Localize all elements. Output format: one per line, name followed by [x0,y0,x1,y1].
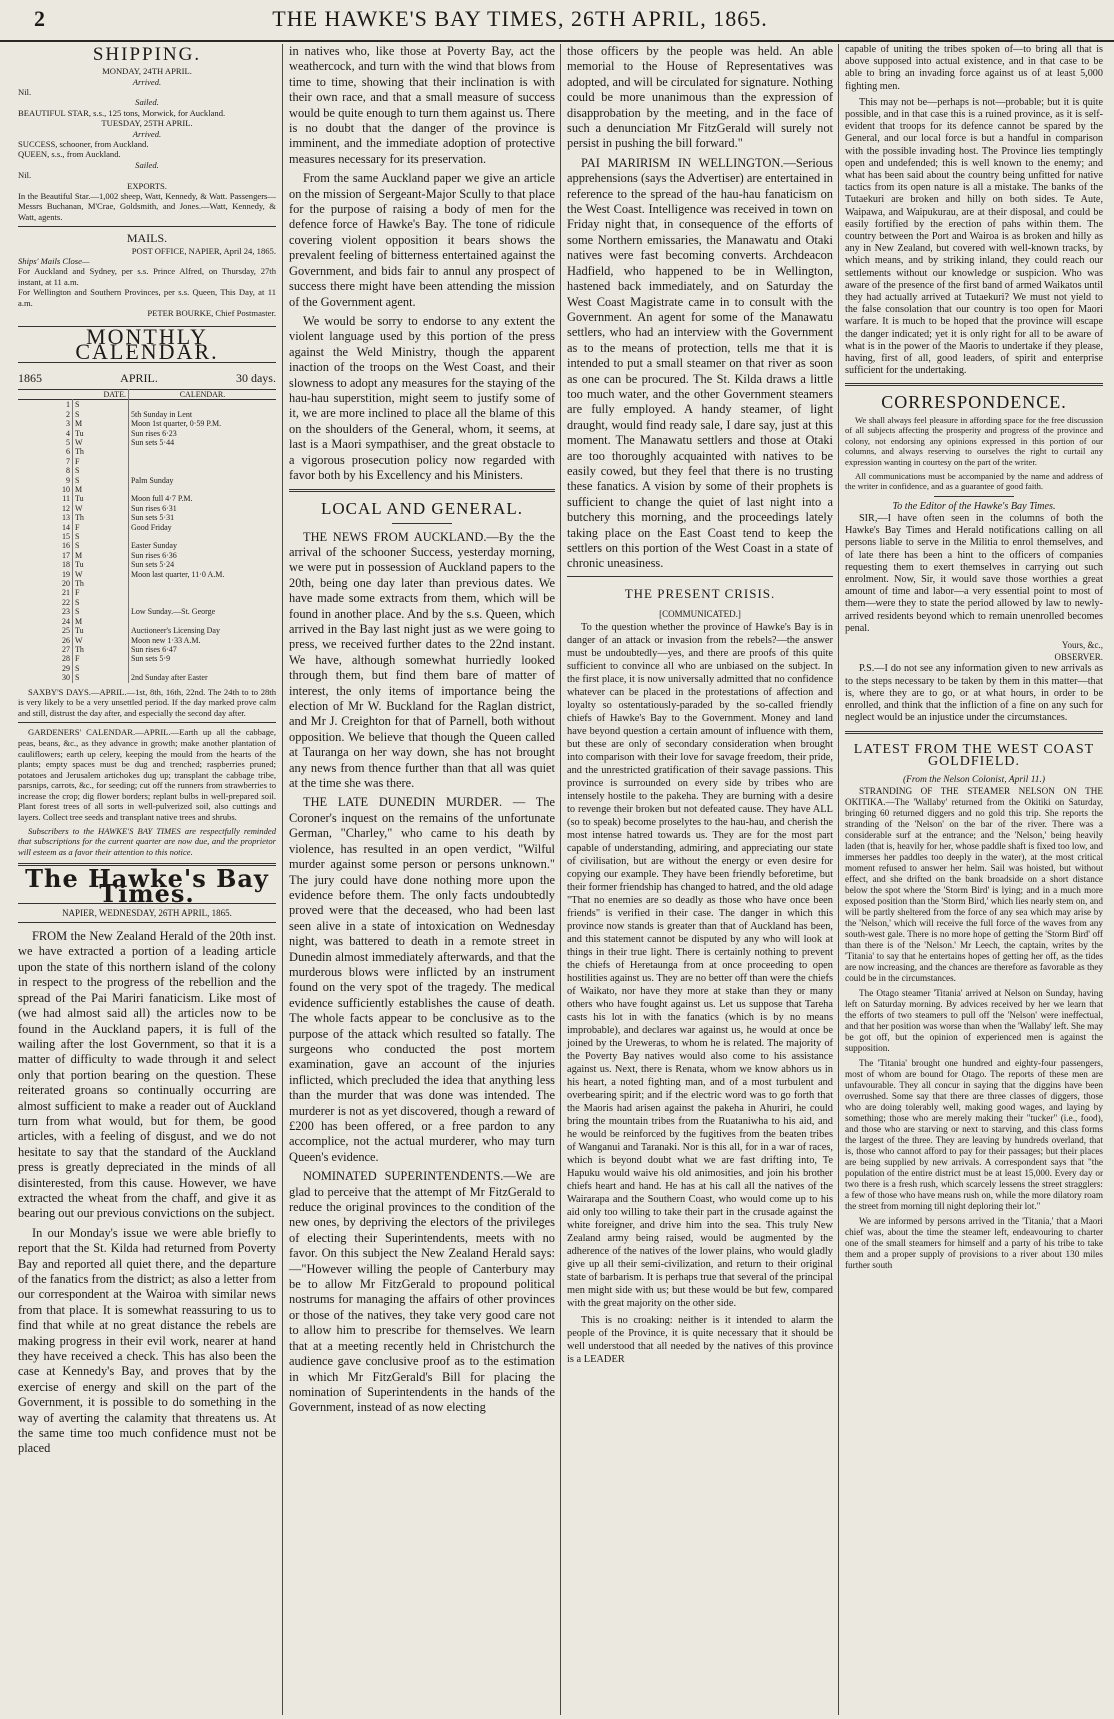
calendar-weekday: Th [73,513,129,522]
col2-p4: THE NEWS FROM AUCKLAND.—By the the arrival of the schooner Success, yesterday morning, we were put in possession of Auckland papers to the 20th, being one day later than previous dates. We have made some extracts from them, which will be found in another place. And by the s.s. Queen, which arrived in the Bay last night just as we were going to press, we received further dates to the 22nd instant. We have, although somewhat hurriedly looked through them, but find them bare of matter of interest, the only items of importance being the election of Mr W. Buckland for the Raglan district, and Mr J. Creighton for that of Parnell, both without opposition. We believe that though the Queen called at Tauranga on her way down, she has not brought any news from thence further than that all was quiet at the time she was there. [289,529,555,791]
calendar-weekday: M [73,551,129,560]
calendar-weekday: S [73,673,129,682]
calendar-event: Easter Sunday [128,541,276,550]
calendar-day: 25 [62,626,70,636]
subscribers-notice: Subscribers to the HAWKE'S BAY TIMES are respectfully reminded that subscriptions for the current quarter are now due, and the proprietor will esteem as a favor their attention to this notice. [18,825,276,857]
calendar-day: 12 [62,503,70,513]
calendar-event: 2nd Sunday after Easter [128,673,276,682]
calendar-weekday: S [73,664,129,673]
from-nelson: (From the Nelson Colonist, April 11.) [902,774,1046,785]
calendar-day: 28 [62,654,70,664]
col2-p1: in natives who, like those at Poverty Bay, act the weathercock, and turn with the wind that blows from time to time, showing that their inclination is with their own race, and that a small measure of success would be quite enough to turn them against us. There is no doubt that the danger of the province is imminent, and the immediate adoption of protective measures necessary for its preservation. [289,44,555,166]
calendar-row [18,504,276,513]
calendar-event: Moon 1st quarter, 0·59 P.M. [128,419,276,428]
calendar-weekday: M [73,617,129,626]
col2-p6: NOMINATED SUPERINTENDENTS.—We are glad to perceive that the attempt of Mr FitzGerald to reduce the original provinces to the condition of the new ones, by depriving the electors of the privileges of electing their Superintendents, meets with no favor. On this subject the New Zealand Herald says:—"However willing the people of Canterbury may be to allow Mr FitzGerald to propound political nostrums for managing the affairs of other provinces or those of the natives, they take very good care not to allow him to prescribe for themselves. We learn that at a meeting recently held in Christchurch the audience gave conclusive proof as to the estimation in which Mr FitzGerald's Bill for placing the nomination of Superintendents in the hands of the Government, instead of as now electing [289,1169,555,1415]
saxby-text: SAXBY'S DAYS.—APRIL.—1st, 8th, 16th, 22nd. The 24th to to 28th is very likely to be a very unsettled period. If the day marked prove calm and still, distrust the day after, and especially the second day after. [18,686,276,718]
local-general-header: LOCAL AND GENERAL. [321,499,523,519]
calendar-row [18,410,276,419]
calendar-row [18,523,276,532]
calendar-event: Auctioneer's Licensing Day [128,626,276,635]
calendar-day: 15 [62,532,70,542]
calendar-day: 23 [62,607,70,617]
calendar-row [18,570,276,579]
calendar-event [128,447,276,456]
calendar-weekday: S [73,400,129,410]
calendar-event [128,664,276,673]
calendar-event [128,532,276,541]
calendar-event [128,617,276,626]
calendar-weekday: F [73,654,129,663]
calendar-day: 19 [62,569,70,579]
shipping-date-2: TUESDAY, 25TH APRIL. [101,118,193,129]
mails-office: POST OFFICE, NAPIER, April 24, 1865. [131,245,276,256]
calendar-weekday: M [73,485,129,494]
calendar-day: 5 [66,437,70,447]
calendar-event: Sun sets 5·24 [128,560,276,569]
calendar-weekday: S [73,476,129,485]
calendar-weekday: Th [73,579,129,588]
calendar-row [18,645,276,654]
calendar-weekday: F [73,457,129,466]
calendar-day: 17 [62,550,70,560]
correspondence-notice: We shall always feel pleasure in affording space for the free discussion of all subjects affecting the prosperity and progress of the province and colony, not endorsing any opinions expressed in this portion of our columns, and always reserving to ourselves the right to curtail any expression wanting in courtesy on the part of the writer. [845,414,1103,468]
col3-p1: those officers by the people was held. An able memorial to the House of Representatives was adopted, and will be circulated for signature. Nothing could be more unanimous than the expression of disapprobation by the meeting, and in the face of such a denunciation Mr FitzGerald will surely not persist in pushing the bill forward." [567,44,833,151]
calendar-day: 4 [66,428,70,438]
calendar-month: APRIL. [120,370,158,385]
shipping-nil-1: Nil. [18,87,32,98]
calendar-event: Sun rises 6·31 [128,504,276,513]
mails-ships: Ships' Mails Close— [18,255,90,266]
calendar-day: 16 [62,541,70,551]
calendar-event [128,588,276,597]
calendar-weekday: Tu [73,494,129,503]
calendar-weekday: F [73,523,129,532]
calendar-row [18,673,276,682]
calendar-weekday: S [73,410,129,419]
calendar-weekday: W [73,504,129,513]
calendar-day: 3 [66,419,70,429]
calendar-event: Moon last quarter, 11·0 A.M. [128,570,276,579]
calendar-row [18,532,276,541]
calendar-subheader [18,371,276,385]
calendar-day: 22 [62,597,70,607]
masthead-title: THE HAWKE'S BAY TIMES, 26TH APRIL, 1865. [272,6,768,31]
calendar-weekday: Th [73,645,129,654]
calendar-weekday: S [73,598,129,607]
calendar-event: Sun rises 6·23 [128,429,276,438]
calendar-row [18,636,276,645]
calendar-weekday: M [73,419,129,428]
calendar-weekday: Tu [73,626,129,635]
shipping-sailed-2: Sailed. [135,159,159,170]
calendar-day: 6 [66,447,70,457]
calendar-weekday: Tu [73,560,129,569]
calendar-day: 13 [62,513,70,523]
calendar-row [18,513,276,522]
crisis-header: THE PRESENT CRISIS. [624,585,776,601]
calendar-row [18,447,276,456]
calendar-row [18,400,276,410]
calendar-row [18,617,276,626]
calendar-event: Sun sets 5·44 [128,438,276,447]
calendar-row [18,664,276,673]
calendar-event: Sun rises 6·36 [128,551,276,560]
calendar-row [18,579,276,588]
calendar-event: Sun sets 5·9 [128,654,276,663]
calendar-days: 30 days. [235,370,276,385]
calendar-event: Sun rises 6·47 [128,645,276,654]
shipping-arrived-1: Arrived. [132,76,162,87]
col3-p2: PAI MARIRISM IN WELLINGTON.—Serious apprehensions (says the Advertiser) are entertained in reference to the spread of the hau-hau fanaticism on the West Coast. Intelligence was received in town on Friday night that, in consequence of the efforts of some Northern emissaries, the Manawatu and Otaki natives were fast becoming converts. Archdeacon Hadfield, who happened to be in Wellington, hastened back immediately, and on Saturday the West Coast Magistrate came in to consult with the Government. An agent for some of the Manawatu settlers, who had an interview with the Government as to the means of protection, tells me that it is intended to put a small steamer on that river as soon as one can be procured. The St. Kilda draws a little too much water, and the other Government steamers are fully employed. A handy steamer, of light draught, would find ready sale, I dare say, just at this moment. The Manawatu settlers and those at Otaki are too thoroughly acquainted with natives to be easily cowed, but they feel that there is no trusting these fanatics. A vision by some of their prophets is sufficient to change the quiet of last night into a butchery this morning, and the proceedings lately taking place on the East Coast tend to keep the settlers on this portion of the West Coast in a state of chronic uneasiness. [567,155,833,571]
col2-p5: THE LATE DUNEDIN MURDER. — The Coroner's inquest on the remains of the unfortunate German, "Charley," who came to his death by violence, has resulted in an open verdict, "Wilful murder against some person or persons unknown." The jury could have done nothing more upon the evidence before them. The only facts undoubtedly proved were that the deceased, who had been last seen alive in a state of intoxication on Wednesday night, was battered to death in a remote street in Dunedin almost immediately afterwards, and that the murderous blows were inflicted by an instrument found on the very spot of the tragedy. The medical evidence sufficiently establishes the cause of death. The whole facts appear to be conclusive as to the purpose of the attack which resulted so fatally. The surgeons who conducted the post mortem examination, gave an account of the injuries inflicted, which precluded the idea that anything less than the murder that was done was intended. The murderer is not as yet discovered, though a reward of £200 has been offered, or a free pardon to any accomplice, not the actual murderer, who may turn Queen's evidence. [289,795,555,1164]
mails-text-2: For Wellington and Southern Provinces, per s.s. Queen, This Day, at 11 a.m. [18,287,276,308]
col3-p3: To the question whether the province of Hawke's Bay is in danger of an attack or invasion from the rebels?—the answer must be undoubtedly—yes, and there are proofs of this quite sufficient to convince all who are unbiased on the subject. In the first place, it is now universally admitted that no confidence whatever can be placed in the protestations of affection and loyalty so ostentatiously-paraded by the so-called friendly chiefs of Hawke's Bay to the Government. Money and land have beyond question a certain amount of influence with them, but these are only of secondary consideration when brought into comparison with their love for savage freedom, their pride, and the unrestricted gratification of their savage passions. This province is surrounded on every side by tribes who are intensely hostile to the pakeha. They are burning with a desire to revenge their broken but not defeated cause. They have ALL (so to speak) become proselytes to the hau-hau, and cherish the most intense hatred towards us. They are for the most part capable of understanding, admiring, and appreciating our state of civilisation, but are without the energy or even desire for copying our example. They have been friendly beforetime, but their former friendship has changed to hatred, and the old adage "That no enemies are so deadly as those who have once been friends" is verified in their case. The danger in which this province now stands is greater than that of Auckland has been, and this statement cannot be disputed by any who will look at things in their true light. There is certainly nothing to prevent the chiefs of Heretaunga from at once proceeding to open hostilities against us. They are no better off than were the chiefs of Waikato, nor have they more at stake than they or many others who have fought against us. Let us suppose that Tareha casts his lot in with the fanatics (which is by no means improbable), and declares war against us, he would at once be joined by the Ureweras, to whom he is related. The majority of the Poverty Bay natives would also come to his assistance against us. Next, there is Renata, whom we know abhors us in his heart, a noted fighting man, and of a most turbulent and overbearing spirit; and if the electric word was to go forth that the Maoris had arisen against the pakeha in Ahuriri, he could bring the mountain tribes from the Ruataniwha to his aid, and he would be reinforced by the fugitives from the beaten tribes of Wanganui and Taranaki. Nor is this all, for in a war of races, which is beyond doubt what we are fast drifting into, Te Hapuku would waive his old animosities, and join his brother chiefs heart and hand. He has at his call all the natives of the Wairarapa and the Southern Coast, who would come up to his aid only too willing to take their part in the crusade against the white foreigner, and drive him into the sea. This truly New Zealand army being raised, would be augmented by the adherence of the natives of the lower plains, who would gladly give up all their semi-civilization, and return to their original state of barbarism. It is perhaps true that several of the principal men might side with us; but these would be but few, compared with the great majority on the other side. [567,622,833,1310]
calendar-event [128,400,276,410]
calendar-day: 11 [62,494,70,504]
calendar-event [128,466,276,475]
calendar-row [18,607,276,616]
correspondence-notice-2: All communications must be accompanied by the name and address of the writer in confidence, and as a guarantee of good faith. [845,470,1103,492]
correspondence-header: CORRESPONDENCE. [881,392,1067,413]
calendar-weekday: Th [73,447,129,456]
calendar-day: 30 [62,673,70,683]
editorial-p1: FROM the New Zealand Herald of the 20th inst. we have extracted a portion of a leading article upon the state of this northern island of the colony in respect to the progress of the rebellion and the spread of the Pai Mariri fanaticism. Like most of (we had almost said all) the articles now to be found in the Auckland papers, it is full of the wailing after the lost Government, so that it is a matter of difficulty to wade through it and select only that portion bearing on the question. These reiterated groans so continually occurring are almost sufficient to make a reader out of Auckland turn from what would, but for them, be good articles, with a feeling of disgust, and we do not hesitate to say that the standard of the Auckland press is greatly depreciated in the minds of all disinterested, from this cause. However, we have extracted the wheat from the chaff, and give it as bearing out our previous convictions on the subject. [18,929,276,1221]
gardeners-text: GARDENERS' CALENDAR.—APRIL.—Earth up all the cabbage, peas, beans, &c., as they advance in growth; make another plantation of cauliflowers; earth up celery, keeping the mould from the hearts of the plants; empty spaces must be dug and trenched; raspberries pruned; potatoes and Jerusalem artichokes dug up; transplant the cabbage tribe, parsnips, carrots, &c., for seeding; cut off the runners from strawberries to increase the crop; dig flower borders; replant bulbs in well-prepared soil. Plant forest trees of all sorts in well-pulverized soil, also cuttings and layers. Collect tree seeds and transplant native trees and shrubs. [18,727,276,823]
calendar-row [18,485,276,494]
masthead [0,0,1114,42]
calendar-row [18,494,276,503]
calendar-row [18,466,276,475]
calendar-day: 18 [62,560,70,570]
column-3 [560,44,839,1715]
page-number: 2 [34,6,45,31]
informed-text: We are informed by persons arrived in the 'Titania,' that a Maori chief was, about the time the steamer left, endeavouring to charter one of the small steamers for himself and a party of his tribe to take them and a proper supply of provisions to a river about 130 miles further south [845,1216,1103,1271]
calendar-row [18,438,276,447]
shipping-success: SUCCESS, schooner, from Auckland. [18,139,149,150]
calendar-day: 26 [62,635,70,645]
shipping-beautiful-star: BEAUTIFUL STAR, s.s., 125 tons, Morwick, for Auckland. [18,107,226,118]
calendar-day: 20 [62,579,70,589]
column-4 [838,44,1109,1715]
calendar-table [18,389,276,683]
calendar-event: Good Friday [128,523,276,532]
shipping-header: SHIPPING. [92,44,202,65]
calendar-weekday: F [73,588,129,597]
col4-p2: This may not be—perhaps is not—probable; but it is quite possible, and in that case this is a ruined province, as it is self-evident that troops for its defence cannot be spared by the General, and our local force is but a handful in comparison with the possible invading host. The Province lies temptingly open and undefended; this is well known to the enemy; and what has been said about the country being unfitted for native tactics from its open nature is all a mistake. The banks of the Tutaekuri are broken and hilly on both sides. Te Aute, Waipawa, and Waipukurau, are at their disposal, and could be easily fortified by the erection of pahs within them. The country between the Port and Wairoa is as broken and hilly as any in New Zealand, but covered with well-known tracks, by which means, and by striking inland, they could reach our settlements without our knowledge or suspicion. Who was aware of the presence of the first band of armed Waikatos until they had actually arrived at Tutaekuri? We must not yield to the false consolation that our country is too open for Maori warfare. It is much to be hoped that the province will escape the danger indicated; yet it is only right for all to be aware of what is in the power of the Maoris to undertake if they please, having, first of all, good leaders, of spirit and enterprise sufficient for the undertaking. [845,96,1103,377]
stranding-text: STRANDING OF THE STEAMER NELSON ON THE OKITIKA.—The 'Wallaby' returned from the Okitiki on Saturday, bringing 60 returned diggers and no gold this trip. She reports the stranding of the 'Nelson' on the bar of the river. There was a considerable surf at the entrance; and the 'Nelson,' being heavily laden (that is, heavily for her, whose paddle shaft is fixed too low, and immerses her paddles too deeply in the water), at the most critical moment refused to answer her helm. Sail was hoisted, but without effect, and she drifted on the bank broadside on a short distance below the spot where the 'Storm Bird' is lying; and in a much more exposed position than the 'Storm Bird,' which lies nearly stem on, and will be partly sheltered from the force of any sea which may arise by the 'Nelson,' which will receive the full force of the waves from any south-west gale. There is no more hope of getting the 'Storm Bird' off than there is of the 'Nelson.' Mr Leech, the captain, writes by the 'Titania' to say that he entertains hopes of getting her off, as the tides are now increasing, and the chances are therefore as favorable as they could be in the circumstances. [845,786,1103,984]
calendar-day: 1 [66,400,70,410]
calendar-weekday: W [73,438,129,447]
calendar-event: 5th Sunday in Lent [128,410,276,419]
calendar-year: 1865 [18,370,42,385]
calendar-day: 14 [62,522,70,532]
communicated: [COMMUNICATED.] [659,609,741,620]
latest-header: LATEST FROM THE WEST COAST GOLDFIELD. [853,741,1095,769]
calendar-row [18,588,276,597]
nameplate-dateline: NAPIER, WEDNESDAY, 26TH APRIL, 1865. [18,903,276,923]
calendar-day: 2 [66,409,70,419]
calendar-event: Sun sets 5·31 [128,513,276,522]
calendar-weekday: S [73,466,129,475]
otago-text: The Otago steamer 'Titania' arrived at Nelson on Sunday, having left on Saturday morning. By advices received by her we learn that the efforts of two steamers to pull off the 'Nelson' were ineffectual, and that her position was worse than when the 'Wallaby' left. She may be got off, but the opinion of experienced men is against the supposition. [845,988,1103,1054]
calendar-header: MONTHLY CALENDAR. [18,326,276,362]
mails-sign: PETER BOURKE, Chief Postmaster. [147,307,276,318]
calendar-day: 21 [62,588,70,598]
col3-p4: This is no croaking: neither is it intended to alarm the people of the Province, it is quite necessary that it should be well understood that all needed by the natives of this province is a LEADER [567,1315,833,1366]
col2-p3: We would be sorry to endorse to any extent the violent language used by this portion of the press against the Weld Ministry, though the apparent inaction of the troops on the West Coast, and their slowness to adopt any measures for the staying of the hau-hau superstition, might seem to justify some of it, we are more inclined to place all the blame of this on the shoulders of the General, whom, it seems, at last is a Maori sympathiser, and the great obstacle to a vigorous prosecution policy now regarded with favor both by his Excellency and his Ministers. [289,313,555,482]
calendar-weekday: Tu [73,429,129,438]
calendar-day: 7 [66,456,70,466]
calendar-row [18,429,276,438]
editorial-p2: In our Monday's issue we were able briefly to report that the St. Kilda had returned from Poverty Bay and reported all quiet there, and the departure of the fanatics from the district; as also a letter from our correspondent at the Wairoa with similar news from that place. It is somewhat reassuring to us to find that while at no great distance the rebels are making progress in their evil work, nearer at hand they have received a check. This has also been the case at Kennedy's Bay, and proves that by the exercise of energy and skill on the part of the Government, it is possible to do something in the way of averting the calamity that threatens us. At the same time too much confidence must not be placed [18,1225,276,1456]
calendar-day: 29 [62,663,70,673]
titania-text: The 'Titania' brought one hundred and eighty-four passengers, most of whom are bound for Otago. The reports of these men are unfavourable. They all concur in saying that the diggins have been overrushed. Some say that there are three classes of diggers, those who are doing tolerably well, making good wages, and laying by something; those who are merely making their "tucker" (i.e., food), and those who are starving or next to starving, and this class forms the largest of the three. They are leaving by hundreds overland, that is, those who cannot afford to pay for their passages; but their places are being supplied by new arrivals. A correspondent says that "the population of the entire district must be at least 15,000. Every day or two there is a fresh rush, which scarcely lessens the street stragglers: a few of those who have means rush on, while the more dilatory roam the street from morning till night deploring their lot." [845,1058,1103,1212]
calendar-event: Moon full 4·7 P.M. [128,494,276,503]
column-1 [18,44,282,1715]
mails-text-1: For Auckland and Sydney, per s.s. Prince Alfred, on Thursday, 27th instant, at 11 a.m. [18,266,276,287]
calendar-weekday: S [73,541,129,550]
calendar-day: 24 [62,616,70,626]
columns [18,44,1102,1715]
calendar-row [18,560,276,569]
calendar-event: Moon new 1·33 A.M. [128,636,276,645]
calendar-event [128,579,276,588]
calendar-row [18,476,276,485]
nameplate-title: The Hawke's Bay Times. [25,864,269,908]
shipping-date-1: MONDAY, 24TH APRIL. [102,66,192,77]
calendar-weekday: W [73,570,129,579]
calendar-event [128,457,276,466]
shipping-queen: QUEEN, s.s., from Auckland. [18,149,121,160]
letter-ps: P.S.—I do not see any information given to new arrivals as to the steps necessary to be taken by them in this matter—that is, where they are to go, or at what hours, in order to be enrolled, and think that the infliction of a fine on any such for neglect would be an injustice under the circumstances. [845,663,1103,724]
calendar-row [18,551,276,560]
letter-observer: OBSERVER. [1054,652,1103,663]
calendar-day: 10 [62,485,70,495]
calendar-row [18,654,276,663]
calendar-col-date: DATE. [103,389,126,399]
calendar-row [18,419,276,428]
calendar-weekday: S [73,532,129,541]
calendar-day: 9 [66,475,70,485]
column-2 [282,44,561,1715]
calendar-event: Low Sunday.—St. George [128,607,276,616]
calendar-weekday: S [73,607,129,616]
calendar-weekday: W [73,636,129,645]
calendar-col-calendar: CALENDAR. [128,389,276,399]
mails-header: MAILS. [126,231,168,246]
shipping-arrived-2: Arrived. [132,128,162,139]
letter-text: SIR,—I have often seen in the columns of both the Hawke's Bay Times and Herald notifications calling on all persons liable to serve in the Militia to enrol themselves, and of late there has been a hint to the officers of companies requesting them to exert themselves in carrying out such enrolment. Now, Sir, it would save those worthies a great amount of time and labor—a very essential point to most of them—were they to state the period allowed by law to newly-arrived residents beyond which to remain unenrolled becomes penal. [845,513,1103,634]
col2-p2: From the same Auckland paper we give an article on the mission of Sergeant-Major Scully to that place for the purpose of raising a body of men for the defence force of Hawke's Bay. The tone of ridicule covering violent opposition it bears shows the prevalent feeling of bitterness entertained against the Government, and bids fair to annul any prospect of success there might have been attending the mission of the Government agent. [289,171,555,309]
to-the-editor: To the Editor of the Hawke's Bay Times. [892,500,1056,512]
calendar-event [128,598,276,607]
col4-p1: capable of uniting the tribes spoken of—to bring all that is above supposed into actual existence, and in that case to be able to bring an invading force against us of at least 5,000 fighting men. [845,44,1103,92]
calendar-row [18,457,276,466]
calendar-day: 27 [62,644,70,654]
calendar-row [18,541,276,550]
letter-yours: Yours, &c., [1061,640,1103,651]
calendar-event [128,485,276,494]
calendar-row [18,598,276,607]
exports-header: EXPORTS. [127,180,167,191]
calendar-event: Palm Sunday [128,476,276,485]
calendar-row [18,626,276,635]
calendar-day: 8 [66,466,70,476]
shipping-nil-2: Nil. [18,170,32,181]
shipping-sailed-1: Sailed. [135,97,159,108]
exports-text: In the Beautiful Star.—1,002 sheep, Watt, Kennedy, & Watt. Passengers—Messrs Buchanan, M'Crae, Goldsmith, and Jones.—Watt, Kennedy, & Watt, agents. [18,191,276,222]
